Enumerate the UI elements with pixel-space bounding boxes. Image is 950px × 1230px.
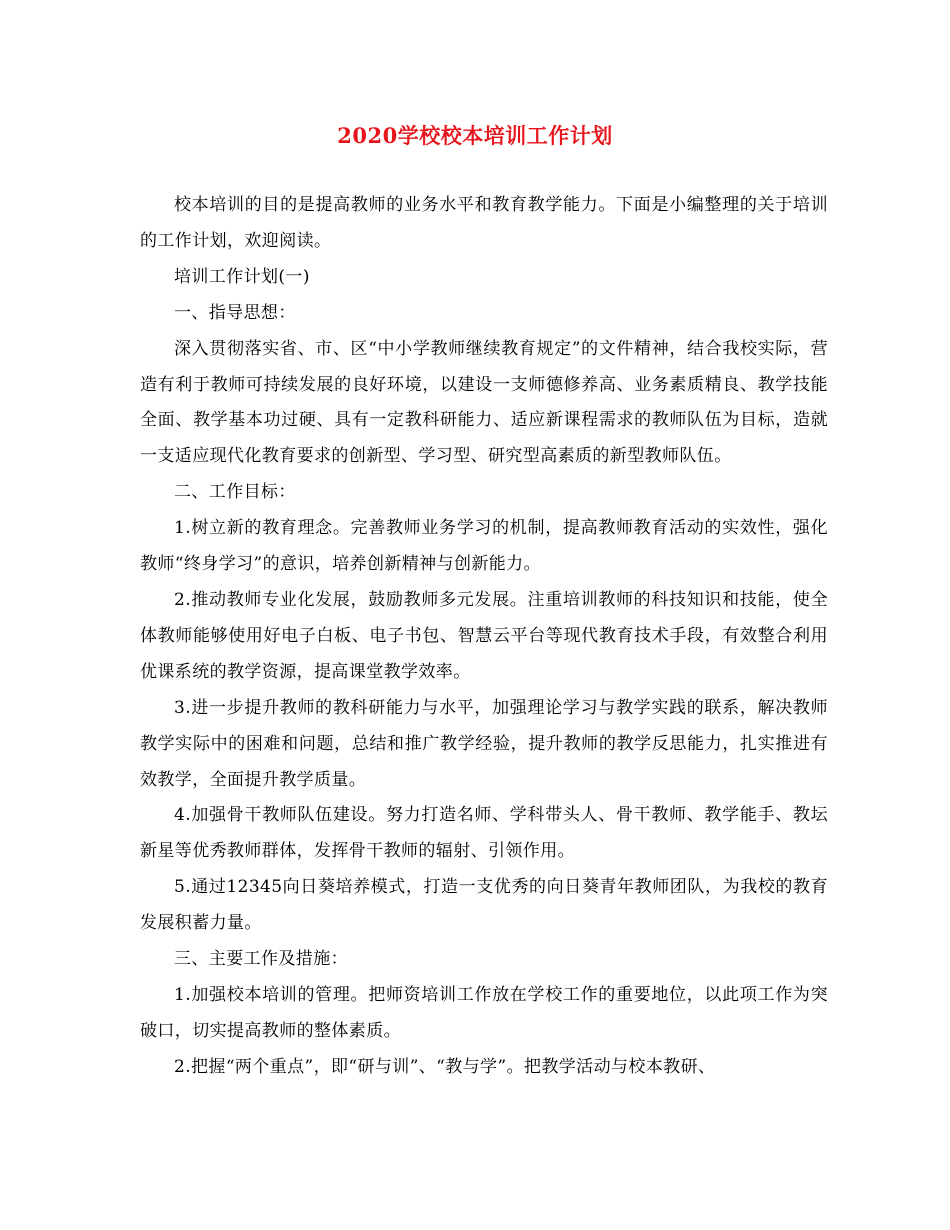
paragraph-goal-2: 2.推动教师专业化发展，鼓励教师多元发展。注重培训教师的科技知识和技能，使全体教师能够使用好电子白板、电子书包、智慧云平台等现代教育技术手段，有效整合利用优课系统的教学资源，提高课堂教学效率。 <box>140 589 828 682</box>
paragraph-measure-2: 2.把握“两个重点”，即“研与训”、“教与学”。把教学活动与校本教研、 <box>174 1056 716 1077</box>
document-body <box>140 188 828 1086</box>
paragraph-intro: 校本培训的目的是提高教师的业务水平和教育教学能力。下面是小编整理的关于培训的工作计划，欢迎阅读。 <box>140 195 828 251</box>
paragraph-measure-1: 1.加强校本培训的管理。把师资培训工作放在学校工作的重要地位，以此项工作为突破口，切实提高教师的整体素质。 <box>140 984 828 1041</box>
section-heading-work-goals: 二、工作目标： <box>174 482 296 503</box>
paragraph-goal-1: 1.树立新的教育理念。完善教师业务学习的机制，提高教师教育活动的实效性，强化教师“终身学习”的意识，培养创新精神与创新能力。 <box>140 518 828 575</box>
paragraph-guiding-thought: 深入贯彻落实省、市、区“中小学教师继续教育规定”的文件精神，结合我校实际，营造有利于教师可持续发展的良好环境，以建设一支师德修养高、业务素质精良、教学技能全面、教学基本功过硬、具有一定教科研能力、适应新课程需求的教师队伍为目标，造就一支适应现代化教育要求的创新型、学习型、研究型高素质的新型教师队伍。 <box>140 338 828 467</box>
section-heading-guiding-thought: 一、指导思想： <box>174 302 296 323</box>
section-heading-main-work: 三、主要工作及措施： <box>174 949 348 970</box>
document-title: 2020学校校本培训工作计划 <box>337 123 613 148</box>
paragraph-goal-5: 5.通过12345向日葵培养模式，打造一支优秀的向日葵青年教师团队，为我校的教育发展积蓄力量。 <box>140 877 828 934</box>
paragraph-goal-4: 4.加强骨干教师队伍建设。努力打造名师、学科带头人、骨干教师、教学能手、教坛新星等优秀教师群体，发挥骨干教师的辐射、引领作用。 <box>140 805 828 862</box>
paragraph-plan-heading: 培训工作计划(一) <box>174 266 310 287</box>
paragraph-goal-3: 3.进一步提升教师的教科研能力与水平，加强理论学习与教学实践的联系，解决教师教学实际中的困难和问题，总结和推广教学经验，提升教师的教学反思能力，扎实推进有效教学，全面提升教学质量。 <box>140 697 828 790</box>
